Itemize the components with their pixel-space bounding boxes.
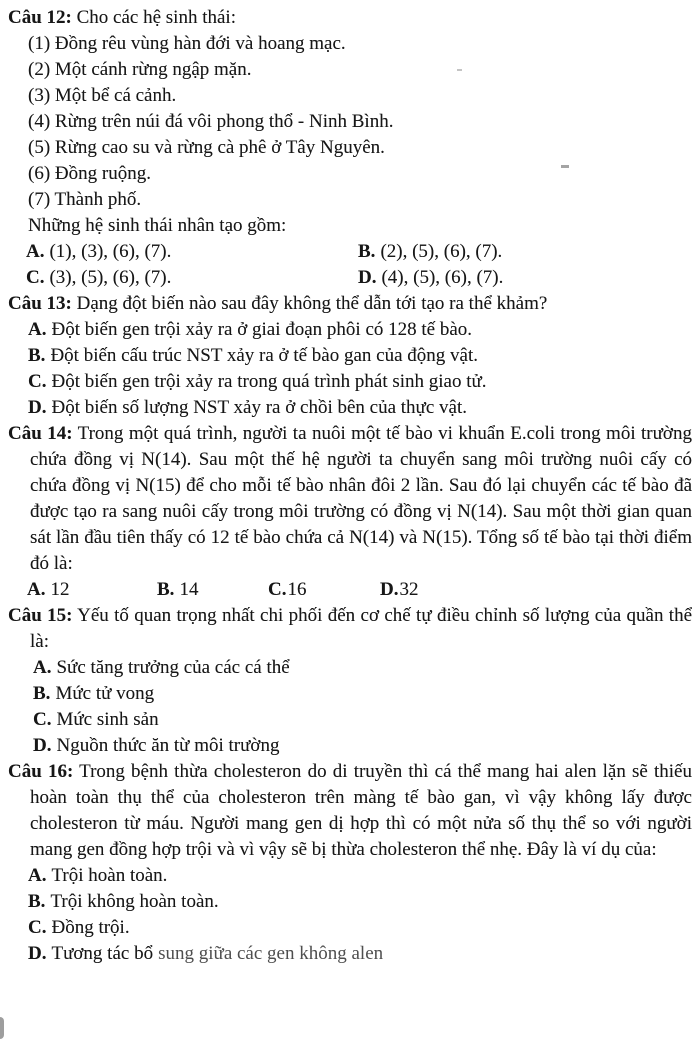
option-b-label: B. <box>28 891 46 912</box>
option-b-text: Mức tử vong <box>55 683 155 704</box>
option-c-label: C. <box>26 267 45 288</box>
option-a-label: A. <box>27 579 46 600</box>
option-d <box>380 577 418 603</box>
list-item: (7) Thành phố. <box>28 189 142 210</box>
option-a <box>28 863 692 889</box>
option-c-text: Mức sinh sản <box>56 709 159 730</box>
option-d <box>28 395 692 421</box>
option-c-text: 16 <box>287 579 307 600</box>
option-d-label: D. <box>358 267 377 288</box>
option-a-text: (1), (3), (6), (7). <box>49 241 172 262</box>
question-16-text: Trong bệnh thừa cholesteron do di truyền thì cá thể mang hai alen lặn sẽ thiếu hoàn toàn thụ thể của cholesteron trên màng tế bào gan, vì vậy không lấy được cholesteron từ máu. Người mang gen dị hợp thì có một nửa số thụ thể so với người mang gen đồng hợp trội và vì vậy sẽ bị thừa cholesteron thể nhẹ. Đây là ví dụ của: <box>30 761 692 860</box>
list-item: (2) Một cánh rừng ngập mặn. <box>28 59 252 80</box>
option-b-label: B. <box>28 345 46 366</box>
option-a-label: A. <box>28 865 47 886</box>
option-b-label: B. <box>358 241 376 262</box>
list-item: (4) Rừng trên núi đá vôi phong thổ - Ninh Bình. <box>28 111 394 132</box>
option-a-label: A. <box>28 319 47 340</box>
option-d-text-faded: sung giữa các gen không alen <box>158 943 384 964</box>
option-a-label: A. <box>33 657 52 678</box>
question-15-label: Câu 15: <box>8 605 73 626</box>
option-c-text: (3), (5), (6), (7). <box>49 267 172 288</box>
question-15 <box>8 603 692 759</box>
option-c-label: C. <box>28 371 47 392</box>
option-a <box>33 655 692 681</box>
option-b-text: 14 <box>179 579 199 600</box>
option-b <box>358 239 692 265</box>
option-d <box>28 941 692 967</box>
list-item: (6) Đồng ruộng. <box>28 163 151 184</box>
option-c-label: C. <box>33 709 52 730</box>
option-a-text: Đột biến gen trội xảy ra ở giai đoạn phôi có 128 tế bào. <box>51 319 473 340</box>
option-d-text: (4), (5), (6), (7). <box>381 267 504 288</box>
option-b-text: Đột biến cấu trúc NST xảy ra ở tế bào gan của động vật. <box>50 345 479 366</box>
question-12-prompt: Những hệ sinh thái nhân tạo gồm: <box>28 215 287 236</box>
list-item: (1) Đồng rêu vùng hàn đới và hoang mạc. <box>28 33 346 54</box>
option-d-label: D. <box>380 579 399 600</box>
option-a-text: Trội hoàn toàn. <box>51 865 168 886</box>
option-c <box>28 915 692 941</box>
question-14-label: Câu 14: <box>8 423 73 444</box>
option-b <box>28 889 692 915</box>
question-16 <box>8 759 692 967</box>
question-16-label: Câu 16: <box>8 761 74 782</box>
option-d-text: 32 <box>399 579 419 600</box>
list-item: (3) Một bể cá cảnh. <box>28 85 177 106</box>
question-12-label: Câu 12: <box>8 7 72 28</box>
scan-speck <box>561 165 569 168</box>
question-14-text: Trong một quá trình, người ta nuôi một tế bào vi khuẩn E.coli trong môi trường chứa đồng vị N(14). Sau một thế hệ người ta chuyển sang môi trường nuôi cấy có chứa đồng vị N(15) để cho mỗi tế bào nhân đôi 2 lần. Sau đó lại chuyển các tế bào đã được tạo ra sang nuôi cấy trong môi trường có đồng vị N(14). Sau một thời gian quan sát lần đầu tiên thấy có 12 tế bào chứa cả N(14) và N(15). Tổng số tế bào tại thời điểm đó là: <box>30 423 692 574</box>
option-c <box>26 265 358 291</box>
question-15-header <box>8 603 692 655</box>
question-13-text: Dạng đột biến nào sau đây không thể dẫn tới tạo ra thể khảm? <box>76 293 548 314</box>
option-d-text: Nguồn thức ăn từ môi trường <box>56 735 280 756</box>
option-b-label: B. <box>33 683 51 704</box>
option-d-label: D. <box>33 735 52 756</box>
option-d-label: D. <box>28 397 47 418</box>
option-a-text: 12 <box>50 579 70 600</box>
question-12-text: Cho các hệ sinh thái: <box>76 7 236 28</box>
question-14-options <box>27 577 692 603</box>
scan-speck <box>457 69 462 71</box>
question-12-header <box>8 5 692 31</box>
option-c <box>33 707 692 733</box>
option-c-text: Đồng trội. <box>51 917 130 938</box>
option-b-text: Trội không hoàn toàn. <box>50 891 219 912</box>
question-12-options <box>26 239 692 291</box>
option-d-text: Đột biến số lượng NST xảy ra ở chồi bên của thực vật. <box>51 397 467 418</box>
question-13-header <box>8 291 692 317</box>
option-d-text: Tương tác bổ <box>51 943 154 964</box>
option-b <box>28 343 692 369</box>
list-item: (5) Rừng cao su và rừng cà phê ở Tây Nguyên. <box>28 137 385 158</box>
question-16-header <box>8 759 692 863</box>
option-d-label: D. <box>28 943 47 964</box>
option-b <box>157 577 268 603</box>
option-c <box>268 577 380 603</box>
option-d <box>358 265 692 291</box>
option-a <box>27 577 157 603</box>
question-14 <box>8 421 692 603</box>
scan-smudge <box>0 1017 4 1039</box>
question-13 <box>8 291 692 421</box>
option-b-text: (2), (5), (6), (7). <box>380 241 503 262</box>
option-a <box>26 239 358 265</box>
option-a-label: A. <box>26 241 45 262</box>
option-a-text: Sức tăng trưởng của các cá thể <box>56 657 290 678</box>
option-a <box>28 317 692 343</box>
option-d <box>33 733 692 759</box>
question-13-label: Câu 13: <box>8 293 72 314</box>
option-c-label: C. <box>268 579 287 600</box>
option-c-text: Đột biến gen trội xảy ra trong quá trình phát sinh giao tử. <box>51 371 487 392</box>
question-15-text: Yếu tố quan trọng nhất chi phối đến cơ chế tự điều chỉnh số lượng của quần thể là: <box>30 605 693 652</box>
question-14-header <box>8 421 692 577</box>
option-b-label: B. <box>157 579 175 600</box>
option-b <box>33 681 692 707</box>
option-c <box>28 369 692 395</box>
question-12 <box>8 5 692 291</box>
option-c-label: C. <box>28 917 47 938</box>
